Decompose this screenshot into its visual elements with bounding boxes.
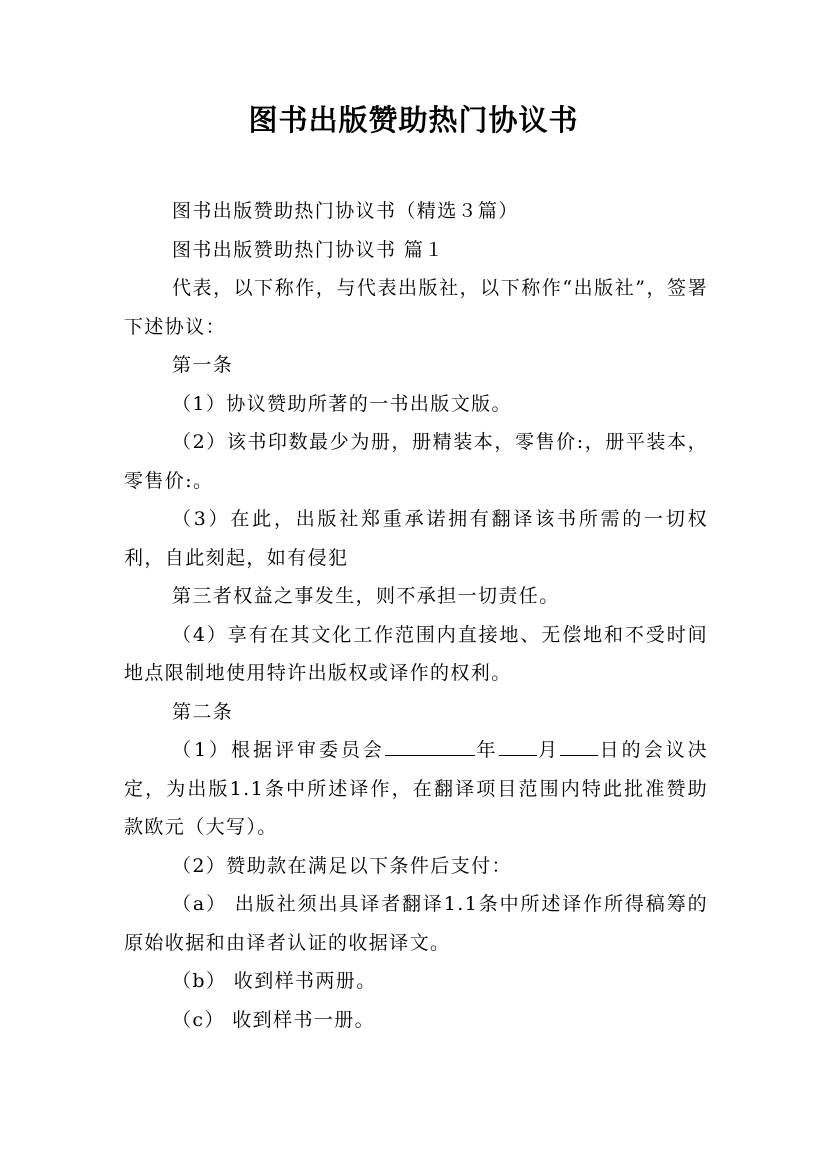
date-blank-day xyxy=(560,733,598,756)
clause-1-4: （4）享有在其文化工作范围内直接地、无偿地和不受时间地点限制地使用特许出版权或译作的权利。 xyxy=(124,623,708,684)
clause-1-2: （2）该书印数最少为册，册精装本，零售价:，册平装本，零售价:。 xyxy=(124,431,708,492)
clause-2-2-c: （c） 收到样书一册。 xyxy=(172,1008,376,1031)
article-heading-2: 第二条 xyxy=(172,700,234,723)
month-label: 月 xyxy=(536,739,561,761)
clause-1-3-continued: 第三者权益之事发生，则不承担一切责任。 xyxy=(172,585,560,607)
clause-2-2-a: （a） 出版社须出具译者翻译1.1条中所述译作所得稿筹的原始收据和由译者认证的收据译文。 xyxy=(124,893,708,954)
year-label: 年 xyxy=(474,739,499,761)
clause-2-2: （2）赞助款在满足以下条件后支付： xyxy=(172,854,512,877)
article-heading-1: 第一条 xyxy=(172,354,234,376)
date-blank-month xyxy=(499,733,537,756)
clause-2-1-rest: 日的会议决定，为出版1.1条中所述译作，在翻译项目范围内特此批准赞助款欧元（大写）。 xyxy=(124,739,708,838)
document-body xyxy=(124,192,708,1039)
clause-1-3: （3）在此，出版社郑重承诺拥有翻译该书所需的一切权利，自此刻起，如有侵犯 xyxy=(124,508,708,569)
part-heading: 图书出版赞助热门协议书 篇１ xyxy=(172,238,445,261)
clause-2-1-prefix: （1）根据评审委员会 xyxy=(172,739,385,761)
date-blank-year xyxy=(385,733,475,756)
document-subtitle: 图书出版赞助热门协议书（精选３篇） xyxy=(172,200,519,222)
clause-2-2-b: （b） 收到样书两册。 xyxy=(172,970,377,992)
clause-1-1: （1）协议赞助所著的一书出版文版。 xyxy=(172,392,512,415)
clause-2-1 xyxy=(124,731,708,847)
document-title: 图书出版赞助热门协议书 xyxy=(248,103,579,137)
intro-paragraph: 代表，以下称作，与代表出版社，以下称作“出版社”，签署下述协议： xyxy=(124,277,708,338)
